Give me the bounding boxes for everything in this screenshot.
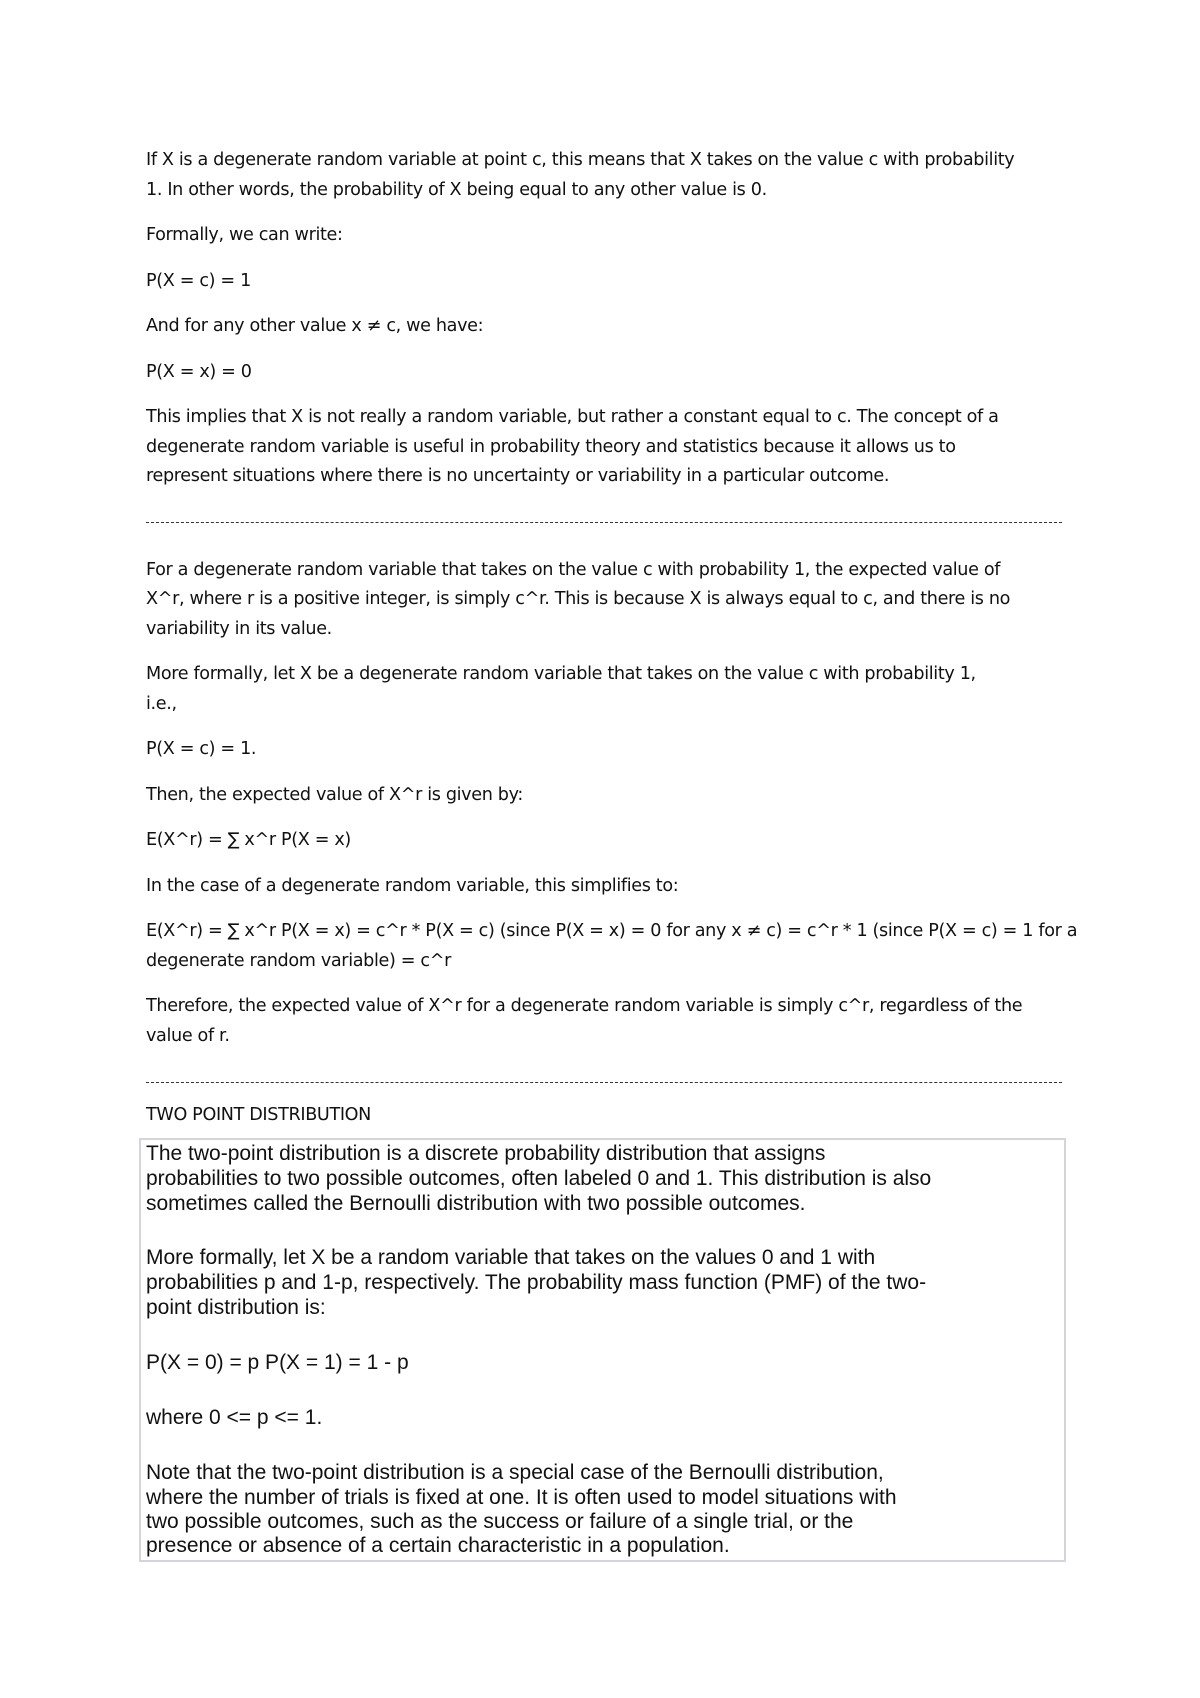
formula-line: E(X^r) = ∑ x^r P(X = x) xyxy=(146,830,351,850)
box-line: where the number of trials is fixed at one. It is often used to model situations with xyxy=(146,1486,897,1509)
paragraph-line: i.e., xyxy=(146,694,177,714)
box-line: point distribution is: xyxy=(146,1296,326,1319)
paragraph-line: represent situations where there is no uncertainty or variability in a particular outcome. xyxy=(146,466,890,486)
formula-line: P(X = c) = 1 xyxy=(146,271,251,291)
box-line: Note that the two-point distribution is a special case of the Bernoulli distribution, xyxy=(146,1461,884,1484)
box-line: presence or absence of a certain characteristic in a population. xyxy=(146,1534,730,1557)
paragraph-line: Formally, we can write: xyxy=(146,225,343,245)
formula-line: P(X = c) = 1. xyxy=(146,739,257,759)
box-line: two possible outcomes, such as the success or failure of a single trial, or the xyxy=(146,1510,854,1533)
box-line: probabilities to two possible outcomes, often labeled 0 and 1. This distribution is also xyxy=(146,1167,932,1190)
dashed-divider xyxy=(146,1082,1062,1083)
box-line: The two-point distribution is a discrete probability distribution that assigns xyxy=(146,1142,826,1165)
paragraph-line: In the case of a degenerate random variable, this simplifies to: xyxy=(146,876,679,896)
paragraph-line: Then, the expected value of X^r is given by: xyxy=(146,785,523,805)
formula-line: degenerate random variable) = c^r xyxy=(146,951,451,971)
paragraph-line: If X is a degenerate random variable at point c, this means that X takes on the value c with probability xyxy=(146,150,1015,170)
formula-line: E(X^r) = ∑ x^r P(X = x) = c^r * P(X = c) (since P(X = x) = 0 for any x ≠ c) = c^r * 1 (since P(X = c) = 1 for a xyxy=(146,921,1078,941)
paragraph-line: For a degenerate random variable that takes on the value c with probability 1, the expected value of xyxy=(146,560,1001,580)
dashed-divider xyxy=(146,522,1062,523)
box-line: More formally, let X be a random variable that takes on the values 0 and 1 with xyxy=(146,1246,876,1269)
paragraph-line: degenerate random variable is useful in probability theory and statistics because it allows us to xyxy=(146,437,956,457)
paragraph-line: variability in its value. xyxy=(146,619,332,639)
paragraph-line: And for any other value x ≠ c, we have: xyxy=(146,316,484,336)
paragraph-line: value of r. xyxy=(146,1026,230,1046)
paragraph-line: More formally, let X be a degenerate random variable that takes on the value c with probability 1, xyxy=(146,664,976,684)
section-heading: TWO POINT DISTRIBUTION xyxy=(146,1105,371,1125)
formula-line: P(X = x) = 0 xyxy=(146,362,252,382)
paragraph-line: X^r, where r is a positive integer, is simply c^r. This is because X is always equal to c, and there is no xyxy=(146,589,1011,609)
paragraph-line: This implies that X is not really a random variable, but rather a constant equal to c. The concept of a xyxy=(146,407,999,427)
box-line: where 0 <= p <= 1. xyxy=(146,1406,323,1429)
formula-line: P(X = 0) = p P(X = 1) = 1 - p xyxy=(146,1351,409,1374)
paragraph-line: 1. In other words, the probability of X being equal to any other value is 0. xyxy=(146,180,767,200)
paragraph-line: Therefore, the expected value of X^r for a degenerate random variable is simply c^r, regardless of the xyxy=(146,996,1023,1016)
box-line: sometimes called the Bernoulli distribution with two possible outcomes. xyxy=(146,1192,806,1215)
box-line: probabilities p and 1-p, respectively. The probability mass function (PMF) of the two- xyxy=(146,1271,927,1294)
